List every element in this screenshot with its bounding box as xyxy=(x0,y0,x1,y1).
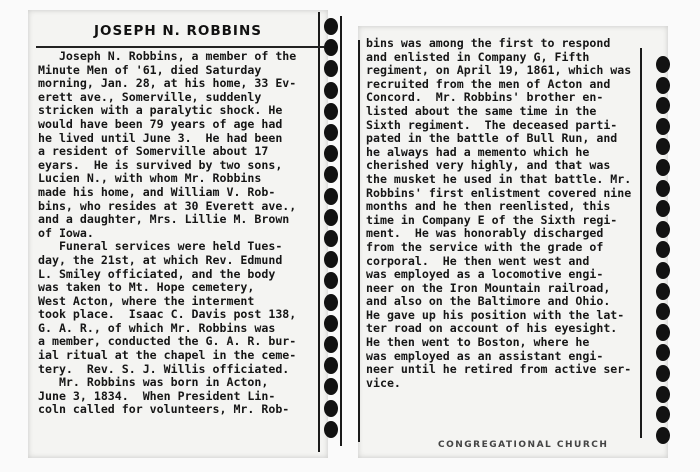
next-article-heading-fragment: CONGREGATIONAL CHURCH xyxy=(438,440,609,450)
left-clipping-edge xyxy=(340,16,342,446)
right_column-line: listed about the same time in the xyxy=(366,103,597,118)
right_column-line: He then went to Boston, where he xyxy=(366,335,590,350)
perforation-hole xyxy=(656,365,670,382)
right_column-line: he always had a memento which he xyxy=(366,144,590,159)
perforation-hole xyxy=(656,159,670,176)
perforation-hole xyxy=(324,188,338,205)
left_column-line: of Iowa. xyxy=(38,225,94,240)
right-clipping-edge xyxy=(358,40,360,442)
left_column-line: made his home, and William V. Rob- xyxy=(38,184,276,199)
left-column-rule xyxy=(318,12,320,452)
left_column-line: and a daughter, Mrs. Lillie M. Brown xyxy=(38,212,290,227)
obituary-headline: JOSEPH N. ROBBINS xyxy=(94,23,262,39)
left_column-line: G. A. R., of which Mr. Robbins was xyxy=(38,320,276,335)
perforation-hole xyxy=(656,118,670,135)
perforation-hole xyxy=(656,77,670,94)
perforation-hole xyxy=(656,262,670,279)
left_column-line: stricken with a paralytic shock. He xyxy=(38,103,283,118)
perforation-hole xyxy=(656,180,670,197)
perforation-hole xyxy=(324,103,338,120)
left_column-line: eyars. He is survived by two sons, xyxy=(38,157,283,172)
right_column-line: bins was among the first to respond xyxy=(366,36,611,50)
left_column-line: day, the 21st, at which Rev. Edmund xyxy=(38,252,283,267)
left_column-line: Funeral services were held Tues- xyxy=(38,239,283,254)
left_column-line: Lucien N., with whom Mr. Robbins xyxy=(38,171,262,186)
left_column-line: morning, Jan. 28, at his home, 33 Ev- xyxy=(38,76,297,91)
right_column-line: Sixth regiment. The deceased parti- xyxy=(366,117,618,132)
perforation-hole xyxy=(324,230,338,247)
perforation-hole xyxy=(656,221,670,238)
right_column-line: vice. xyxy=(366,375,401,390)
perforation-hole xyxy=(324,315,338,332)
right_column-line: was employed as a locomotive engi- xyxy=(366,267,604,282)
perforation-hole xyxy=(656,283,670,300)
right_column-line: He gave up his position with the lat- xyxy=(366,307,625,322)
left_column-line: a member, conducted the G. A. R. bur- xyxy=(38,334,297,349)
left_column-line: ial ritual at the chapel in the ceme- xyxy=(38,348,297,363)
right_column-line: neer on the Iron Mountain railroad, xyxy=(366,280,611,295)
perforation-hole xyxy=(324,209,338,226)
right_column-line: ter road on account of his eyesight. xyxy=(366,321,618,336)
left_column-line: a resident of Somerville about 17 xyxy=(38,144,269,159)
perforation-hole xyxy=(656,427,670,444)
obituary-right-column xyxy=(366,37,631,390)
left_column-line: June 3, 1834. When President Lin- xyxy=(38,388,276,403)
headline-rule xyxy=(36,46,324,48)
right_column-line: Robbins' first enlistment covered nine xyxy=(366,185,632,200)
perforation-hole xyxy=(656,56,670,73)
left_column-line: erett ave., Somerville, suddenly xyxy=(38,89,262,104)
left_column-line: took place. Isaac C. Davis post 138, xyxy=(38,307,297,322)
right_column-line: and enlisted in Company G, Fifth xyxy=(366,49,590,64)
right_column-line: Concord. Mr. Robbins' brother en- xyxy=(366,90,604,105)
left_column-line: West Acton, where the interment xyxy=(38,293,255,308)
right_column-line: and also on the Baltimore and Ohio. xyxy=(366,294,611,309)
perforation-hole xyxy=(656,386,670,403)
left_column-line: tery. Rev. S. J. Willis officiated. xyxy=(38,361,290,376)
perforation-hole xyxy=(324,421,338,438)
left_column-line: Minute Men of '61, died Saturday xyxy=(38,62,262,77)
perforation-hole xyxy=(324,124,338,141)
right_column-line: months and he then reenlisted, this xyxy=(366,199,611,214)
perforation-hole xyxy=(324,82,338,99)
perforation-hole xyxy=(324,336,338,353)
left_column-line: L. Smiley officiated, and the body xyxy=(38,266,276,281)
left_column-line: coln called for volunteers, Mr. Rob- xyxy=(38,402,290,417)
right_column-line: was employed as an assistant engi- xyxy=(366,348,604,363)
right_column-line: pated in the battle of Bull Run, and xyxy=(366,131,618,146)
right_column-line: recruited from the men of Acton and xyxy=(366,76,611,91)
perforation-hole xyxy=(656,324,670,341)
perforation-hole xyxy=(324,18,338,35)
obituary-left-column xyxy=(38,50,296,417)
right_column-line: cherished very highly, and that was xyxy=(366,158,611,173)
left_column-line: he lived until June 3. He had been xyxy=(38,130,283,145)
left_column-line: would have been 79 years of age had xyxy=(38,116,283,131)
left_column-line: Mr. Robbins was born in Acton, xyxy=(38,375,269,390)
right-column-rule xyxy=(640,48,642,438)
perforation-hole xyxy=(324,294,338,311)
right_column-line: neer until he retired from active ser- xyxy=(366,362,632,377)
right_column-line: regiment, on April 19, 1861, which was xyxy=(366,63,632,78)
right_column-line: the musket he used in that battle. Mr. xyxy=(366,171,632,186)
left_column-line: was taken to Mt. Hope cemetery, xyxy=(38,280,255,295)
left_column-line: bins, who resides at 30 Everett ave., xyxy=(38,198,297,213)
right_column-line: time in Company E of the Sixth regi- xyxy=(366,212,618,227)
right_column-line: from the service with the grade of xyxy=(366,239,604,254)
left_column-line: Joseph N. Robbins, a member of the xyxy=(38,49,297,63)
right_column-line: corporal. He then went west and xyxy=(366,253,590,268)
perforation-hole xyxy=(324,400,338,417)
right_column-line: ment. He was honorably discharged xyxy=(366,226,604,241)
